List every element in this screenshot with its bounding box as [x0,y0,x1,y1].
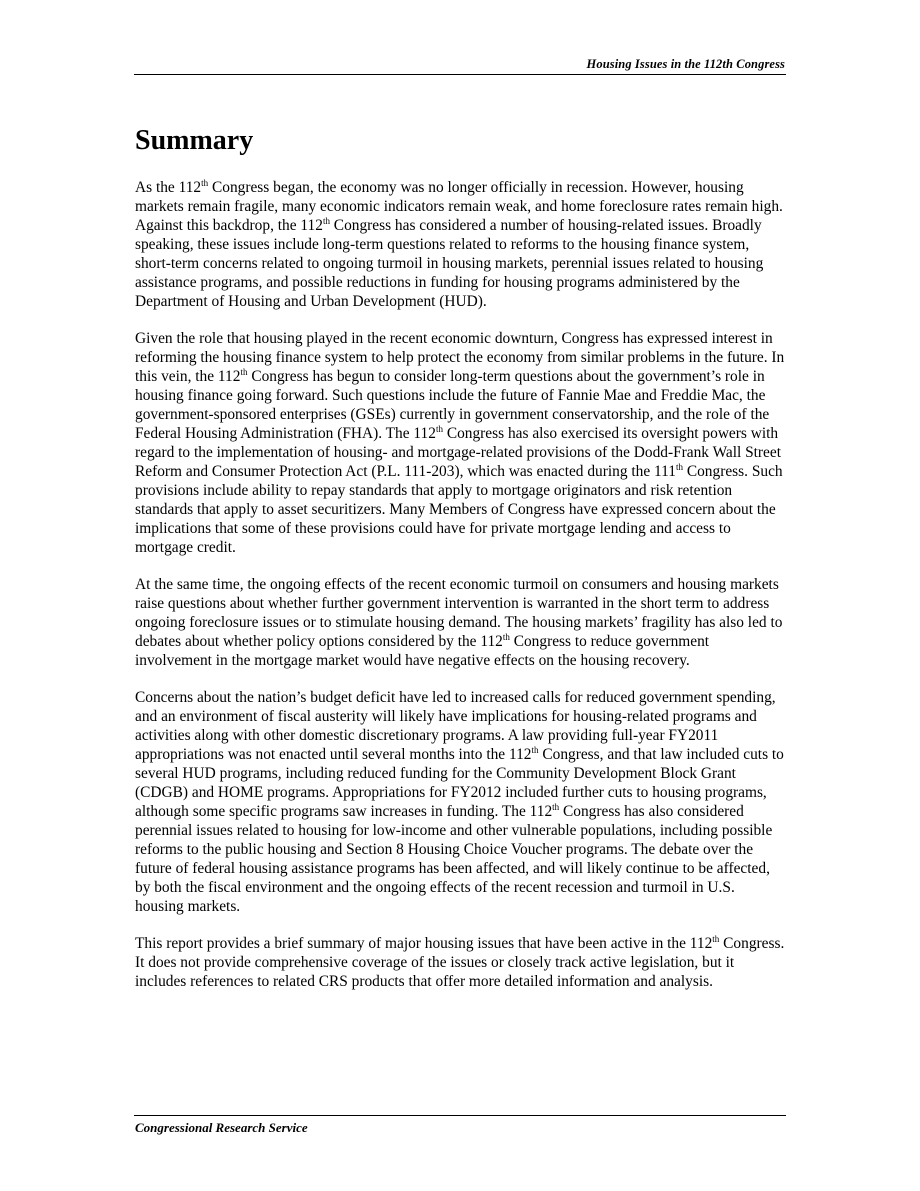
section-title: Summary [135,125,254,156]
paragraph-2: Given the role that housing played in the recent economic downturn, Congress has expressed interest in reforming the housing finance system to help protect the economy from similar problems in the future. In this vein, the 112th Congress has begun to consider long-term questions about the government’s role in housing finance going forward. Such questions include the future of Fannie Mae and Freddie Mac, the government-sponsored enterprises (GSEs) currently in government conservatorship, and the role of the Federal Housing Administration (FHA). The 112th Congress has also exercised its oversight powers with regard to the implementation of housing- and mortgage-related provisions of the Dodd-Frank Wall Street Reform and Consumer Protection Act (P.L. 111-203), which was enacted during the 111th Congress. Such provisions include ability to repay standards that apply to mortgage originators and risk retention standards that apply to asset securitizers. Many Members of Congress have expressed concern about the implications that some of these provisions could have for private mortgage lending and access to mortgage credit. [135,330,785,556]
paragraph-4: Concerns about the nation’s budget deficit have led to increased calls for reduced government spending, and an environment of fiscal austerity will likely have implications for housing-related programs and activities along with other domestic discretionary programs. A law providing full-year FY2011 appropriations was not enacted until several months into the 112th Congress, and that law included cuts to several HUD programs, including reduced funding for the Community Development Block Grant (CDGB) and HOME programs. Appropriations for FY2012 included further cuts to housing programs, although some specific programs saw increases in funding. The 112th Congress has also considered perennial issues related to housing for low-income and other vulnerable populations, including possible reforms to the public housing and Section 8 Housing Choice Voucher programs. The debate over the future of federal housing assistance programs has been affected, and will likely continue to be affected, by both the fiscal environment and the ongoing effects of the recent recession and turmoil in U.S. housing markets. [135,689,784,915]
paragraph-5: This report provides a brief summary of major housing issues that have been active in the 112th Congress. It does not provide comprehensive coverage of the issues or closely track active legislation, but it includes references to related CRS products that offer more detailed information and analysis. [135,934,785,990]
paragraph-1: As the 112th Congress began, the economy was no longer officially in recession. However, housing markets remain fragile, many economic indicators remain weak, and home foreclosure rates remain high. Against this backdrop, the 112th Congress has considered a number of housing-related issues. Broadly speaking, these issues include long-term questions related to reforms to the housing finance system, short-term concerns related to ongoing turmoil in housing markets, perennial issues related to housing assistance programs, and possible reductions in funding for housing programs administered by the Department of Housing and Urban Development (HUD). [135,178,783,310]
paragraph-3: At the same time, the ongoing effects of the recent economic turmoil on consumers and housing markets raise questions about whether further government intervention is warranted in the short term to address ongoing foreclosure issues or to stimulate housing demand. The housing markets’ fragility has also led to debates about whether policy options considered by the 112th Congress to reduce government involvement in the mortgage market would have negative effects on the housing recovery. [135,576,783,669]
footer-divider [134,1115,786,1116]
running-header: Housing Issues in the 112th Congress [586,57,785,71]
header-divider [134,74,786,75]
running-footer: Congressional Research Service [135,1120,308,1135]
summary-body [135,178,787,1009]
